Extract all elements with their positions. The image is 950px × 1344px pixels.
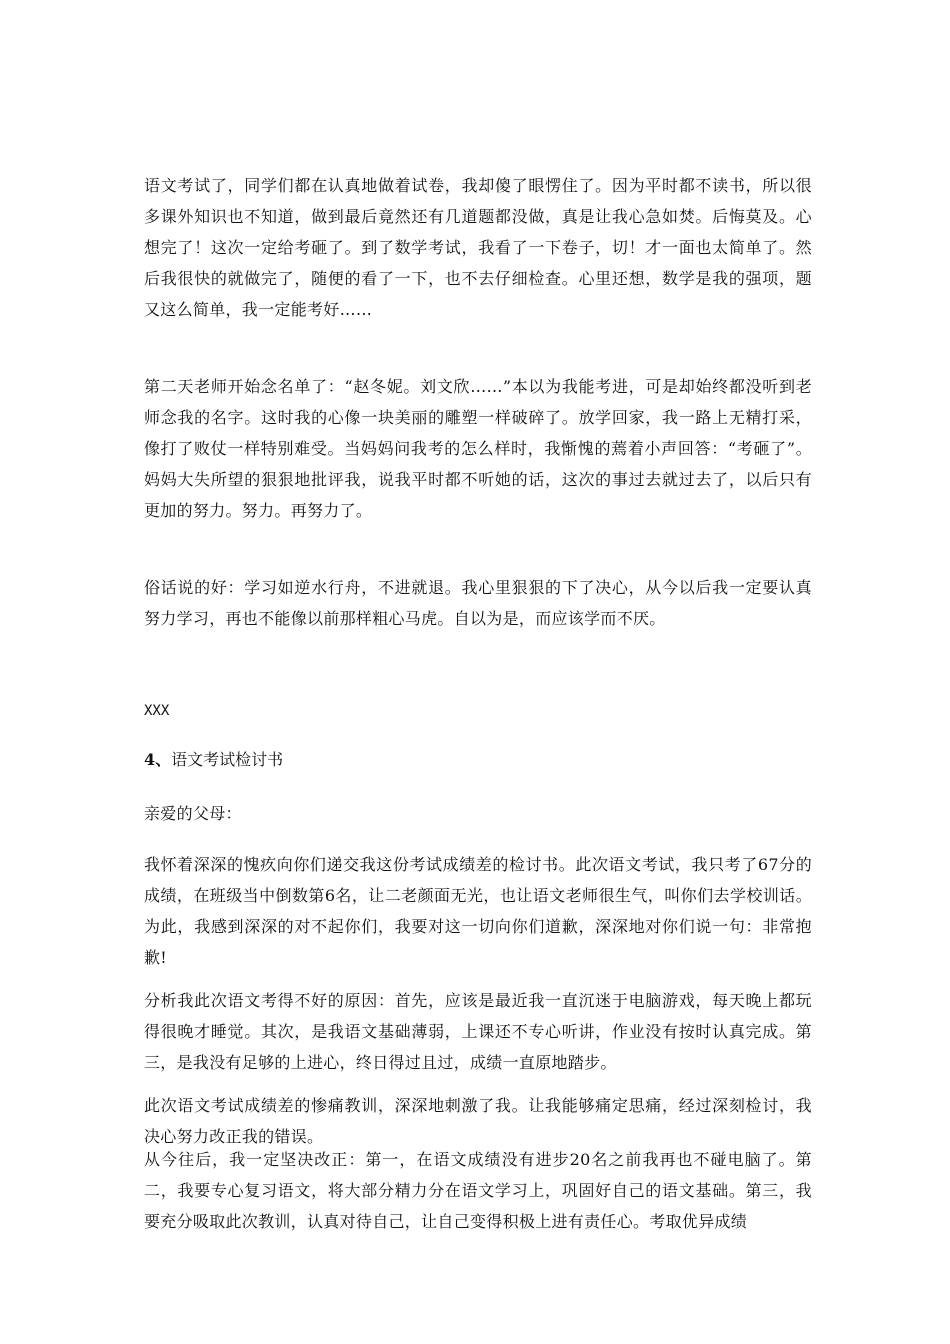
section-heading: [144, 744, 283, 775]
letter-paragraph-apology: 我怀着深深的愧疚向你们递交我这份考试成绩差的检讨书。此次语文考试，我只考了67分的成绩，在班级当中倒数第6名，让二老颜面无光，也让语文老师很生气，叫你们去学校训话。为此，我感到深深的对不起你们，我要对这一切向你们道歉，深深地对你们说一句：非常抱歉!: [144, 855, 812, 967]
section-number: 4、: [144, 750, 172, 769]
paragraph-resolution: 俗话说的好：学习如逆水行舟，不进就退。我心里狠狠的下了决心，从今以后我一定要认真努力学习，再也不能像以前那样粗心马虎。自以为是，而应该学而不厌。: [144, 578, 812, 628]
paragraph-results-day: 第二天老师开始念名单了：“赵冬妮。刘文欣……”本以为我能考进，可是却始终都没听到老师念我的名字。这时我的心像一块美丽的雕塑一样破碎了。放学回家，我一路上无精打采，像打了败仗一样特别难受。当妈妈问我考的怎么样时，我惭愧的蔫着小声回答：“考砸了”。妈妈大失所望的狠狠地批评我，说我平时都不听她的话，这次的事过去就过去了，以后只有更加的努力。努力。再努力了。: [144, 377, 812, 520]
letter-paragraph-reasons: 分析我此次语文考得不好的原因：首先，应该是最近我一直沉迷于电脑游戏，每天晚上都玩得很晚才睡觉。其次，是我语文基础薄弱，上课还不专心听讲，作业没有按时认真完成。第三，是我没有足够的上进心，终日得过且过，成绩一直原地踏步。: [144, 991, 812, 1072]
section-separator: XXX: [144, 703, 170, 719]
letter-paragraph-lesson: 此次语文考试成绩差的惨痛教训，深深地刺激了我。让我能够痛定思痛，经过深刻检讨，我决心努力改正我的错误。: [144, 1096, 812, 1146]
paragraph-exam-story: 语文考试了，同学们都在认真地做着试卷，我却傻了眼愣住了。因为平时都不读书，所以很多课外知识也不知道，做到最后竟然还有几道题都没做，真是让我心急如焚。后悔莫及。心想完了！这次一定给考砸了。到了数学考试，我看了一下卷子，切！才一面也太简单了。然后我很快的就做完了，随便的看了一下，也不去仔细检查。心里还想，数学是我的强项，题又这么简单，我一定能考好……: [144, 176, 812, 319]
section-title: 语文考试检讨书: [171, 750, 284, 769]
letter-paragraph-commitments: 从今往后，我一定坚决改正：第一，在语文成绩没有进步20名之前我再也不碰电脑了。第二，我要专心复习语文，将大部分精力分在语文学习上，巩固好自己的语文基础。第三，我要充分吸取此次教训，认真对待自己，让自己变得积极上进有责任心。考取优异成绩: [144, 1150, 812, 1231]
letter-salutation: 亲爱的父母：: [144, 804, 242, 823]
